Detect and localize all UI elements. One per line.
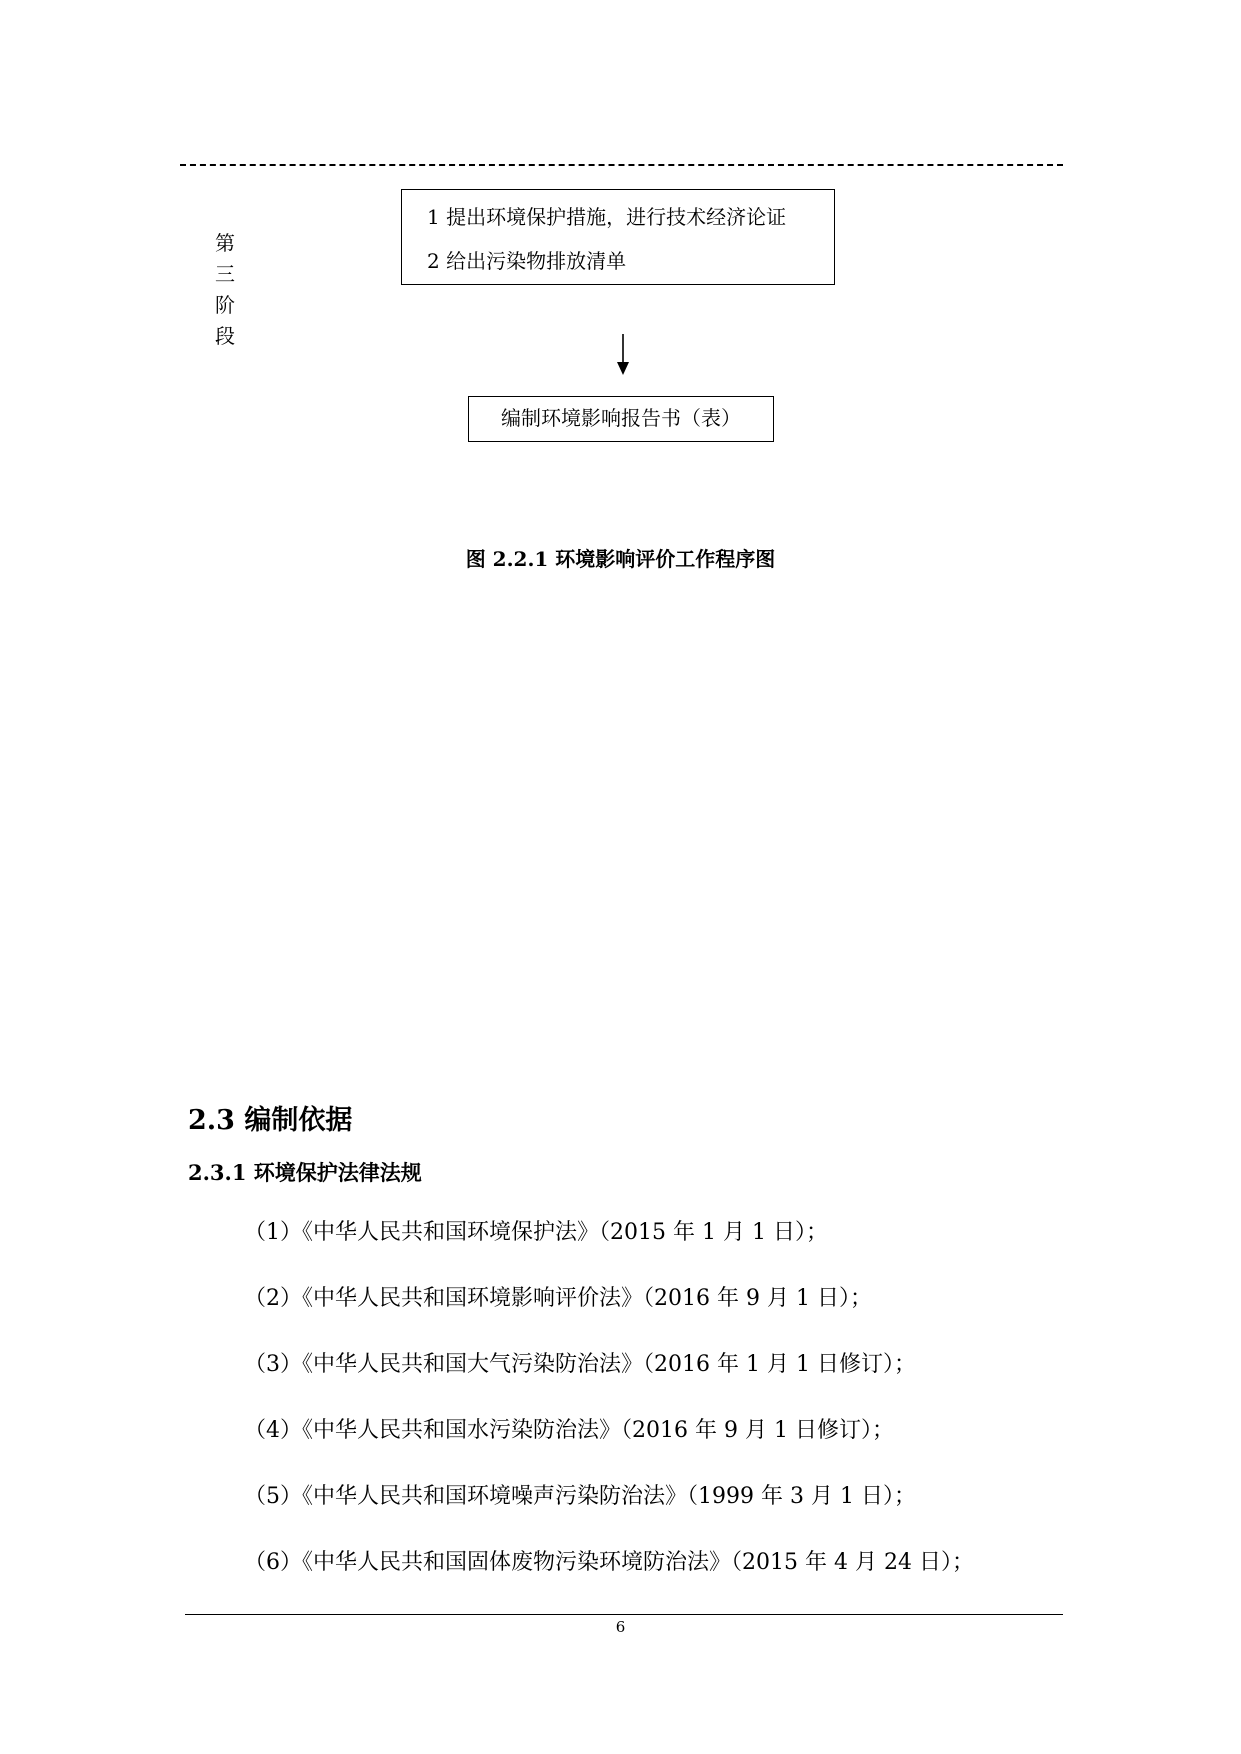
- section-heading: 2.3 编制依据: [188, 1105, 353, 1136]
- law-item: （1）《中华人民共和国环境保护法》（2015 年 1 月 1 日）；: [244, 1220, 828, 1245]
- stage-label-char: 三: [215, 262, 235, 286]
- footer-rule: [185, 1614, 1063, 1615]
- flowchart-steps-box: [401, 189, 835, 285]
- flowchart-step: 2 给出污染物排放清单: [427, 249, 627, 273]
- stage-label-char: 段: [215, 324, 235, 348]
- law-item: （4）《中华人民共和国水污染防治法》（2016 年 9 月 1 日修订）；: [244, 1418, 894, 1443]
- flowchart-step: 1 提出环境保护措施，进行技术经济论证: [427, 205, 787, 229]
- law-item: （2）《中华人民共和国环境影响评价法》（2016 年 9 月 1 日）；: [244, 1286, 872, 1311]
- flowchart-output-box: 编制环境影响报告书（表）: [468, 396, 774, 442]
- law-list: [244, 1218, 1064, 1614]
- stage-label-char: 第: [215, 231, 235, 255]
- stage-label-char: 阶: [215, 293, 235, 317]
- page-number: 6: [615, 1618, 626, 1636]
- law-item: （3）《中华人民共和国大气污染防治法》（2016 年 1 月 1 日修订）；: [244, 1352, 916, 1377]
- stage-label: [210, 228, 240, 352]
- subsection-heading: 2.3.1 环境保护法律法规: [188, 1160, 422, 1185]
- stage-divider-dashed-line: [180, 164, 1063, 166]
- law-item: （5）《中华人民共和国环境噪声污染防治法》（1999 年 3 月 1 日）；: [244, 1484, 916, 1509]
- flowchart-arrow-down-icon: [614, 334, 632, 376]
- law-item: （6）《中华人民共和国固体废物污染环境防治法》（2015 年 4 月 24 日）；: [244, 1550, 974, 1575]
- figure-caption: 图 2.2.1 环境影响评价工作程序图: [465, 547, 776, 571]
